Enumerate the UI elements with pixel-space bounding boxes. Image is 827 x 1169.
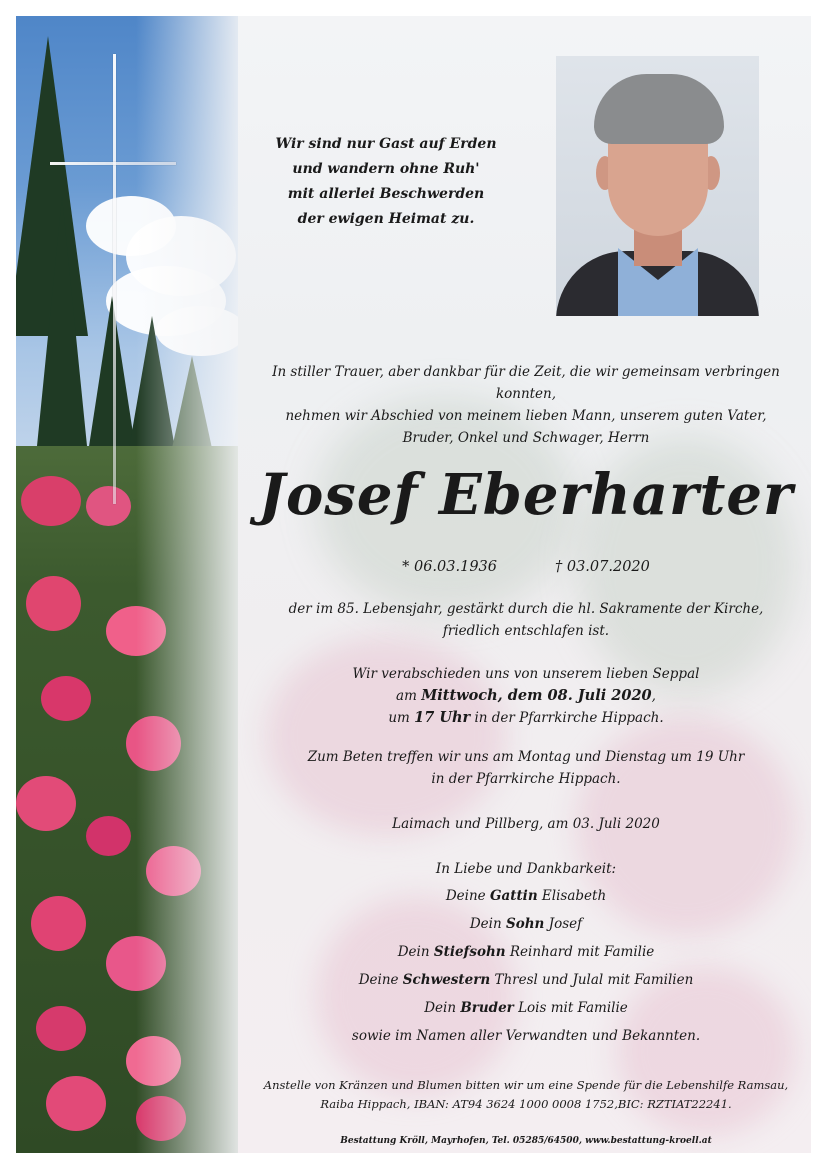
passing-text: der im 85. Lebensjahr, gestärkt durch die hl. Sakramente der Kirche, friedlich entschlafen ist. (288, 601, 764, 639)
family-member: Deine Gattin Elisabeth (445, 888, 607, 904)
funeral-date: Mittwoch, dem 08. Juli 2020 (421, 687, 652, 704)
funeral-time: 17 Uhr (414, 709, 471, 726)
family-closing: sowie im Namen aller Verwandten und Bekannten. (351, 1028, 701, 1044)
family-member: Deine Schwestern Thresl und Julal mit Familien (358, 972, 694, 988)
poem-line: mit allerlei Beschwerden (287, 186, 485, 202)
poem-line: der ewigen Heimat zu. (297, 211, 475, 227)
life-dates (252, 556, 800, 578)
portrait-photo (556, 56, 759, 316)
poem (236, 132, 536, 232)
death-date: † 03.07.2020 (555, 559, 650, 575)
prayer-text: Zum Beten treffen wir uns am Montag und Dienstag um 19 Uhr in der Pfarrkirche Hippach. (307, 749, 745, 787)
funeral-details: Wir verabschieden uns von unserem lieben Seppal am Mittwoch, dem 08. Juli 2020, um 17 Uhr in der Pfarrkirche Hippach. (352, 666, 700, 726)
family-intro: In Liebe und Dankbarkeit: (435, 861, 617, 877)
poem-line: Wir sind nur Gast auf Erden (275, 136, 497, 152)
cross-icon (113, 54, 116, 504)
place-date: Laimach und Pillberg, am 03. Juli 2020 (392, 816, 660, 832)
intro-text: In stiller Trauer, aber dankbar für die Zeit, die wir gemeinsam verbringen konnten, nehmen wir Abschied von meinem lieben Mann, unserem guten Vater, Bruder, Onkel und Schwager, Herrn (272, 364, 780, 446)
funeral-home-footer: Bestattung Kröll, Mayrhofen, Tel. 05285/64500, www.bestattung-kroell.at (340, 1136, 712, 1146)
family-member: Dein Bruder Lois mit Familie (424, 1000, 628, 1016)
birth-date: * 06.03.1936 (402, 559, 497, 575)
alpine-rose-photo (16, 16, 238, 1153)
poem-line: und wandern ohne Ruh' (292, 161, 480, 177)
deceased-name: Josef Eberharter (258, 462, 794, 528)
family-list (252, 856, 800, 1050)
family-member: Dein Sohn Josef (469, 916, 583, 932)
family-member: Dein Stiefsohn Reinhard mit Familie (397, 944, 655, 960)
obituary-card (16, 16, 811, 1153)
donation-note: Anstelle von Kränzen und Blumen bitten wir um eine Spende für die Lebenshilfe Ramsau, Raiba Hippach, IBAN: AT94 3624 1000 0008 1752,BIC: RZTIAT22241. (263, 1078, 789, 1111)
